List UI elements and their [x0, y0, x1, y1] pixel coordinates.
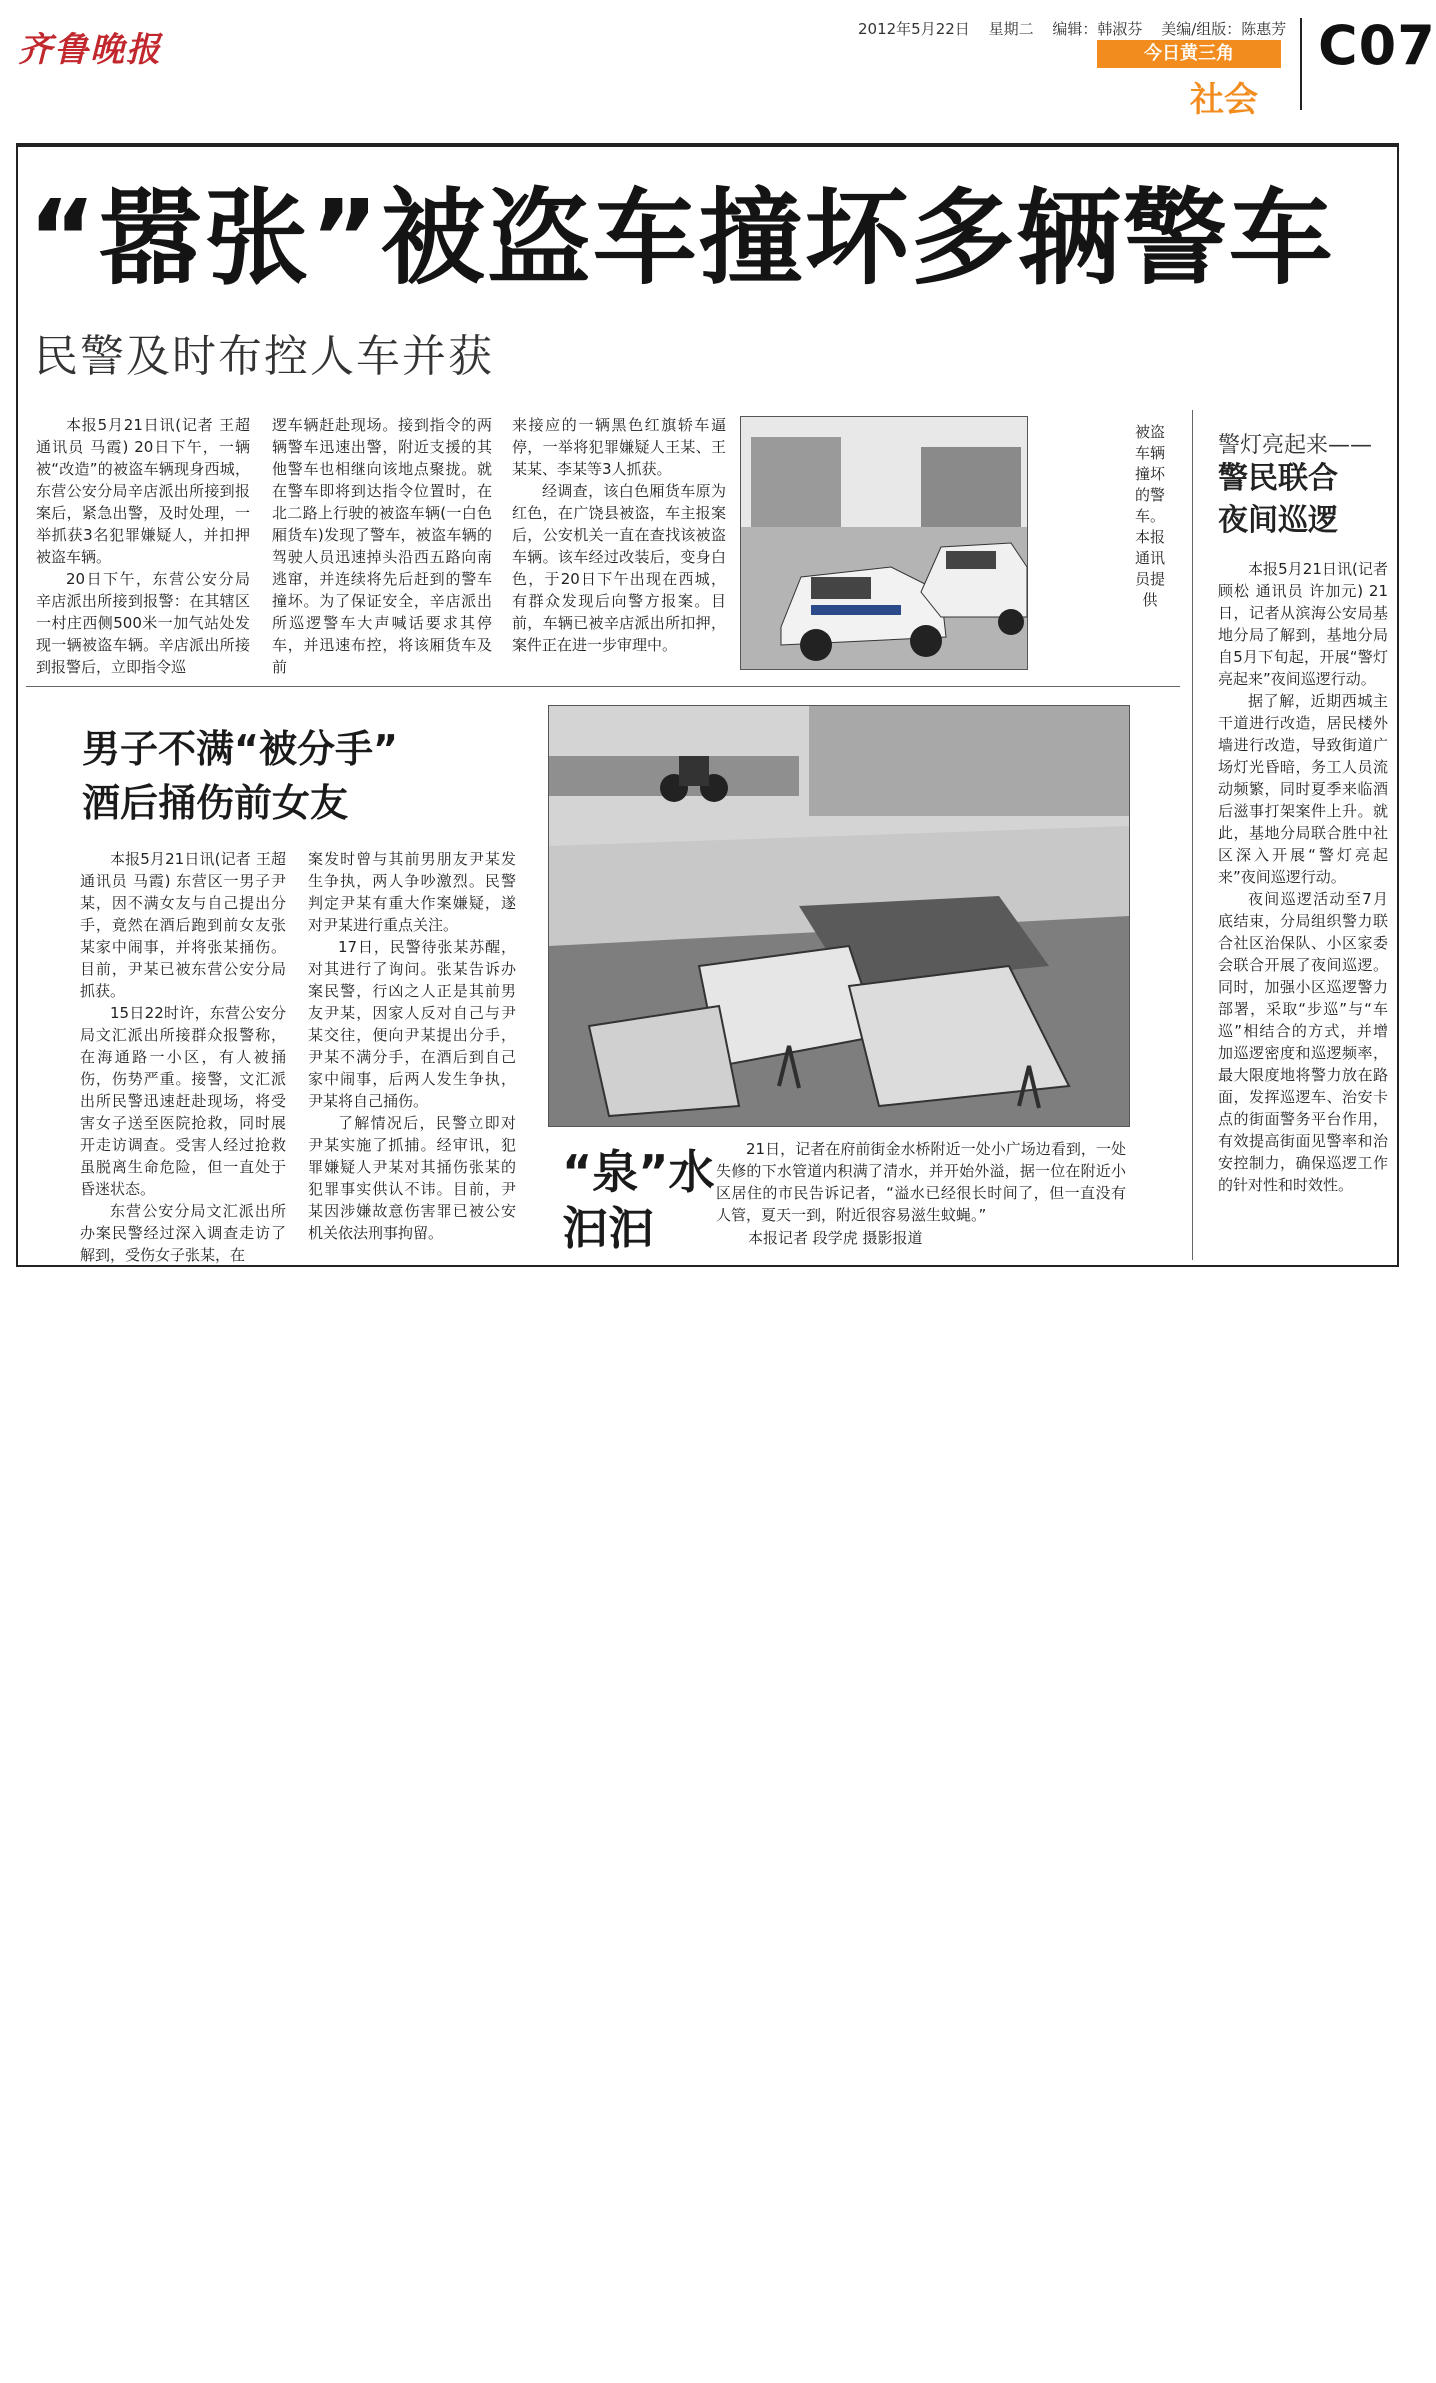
editor-credit: 编辑：韩淑芬: [1052, 20, 1143, 38]
masthead-logo: 齐鲁晚报: [18, 30, 162, 70]
side-headline-line2: 夜间巡逻: [1218, 503, 1338, 538]
frame-top-rule: [16, 143, 1399, 147]
paragraph: 夜间巡逻活动至7月底结束，分局组织警力联合社区治保队、小区家委会联合开展了夜间巡逻。同时，加强小区巡逻警力部署，采取“步巡”与“车巡”相结合的方式，并增加巡逻密度和巡逻频率，最大限度地将警力放在路面，发挥巡逻车、治安卡点的街面警务平台作用，有效提高街面见警率和治安控制力，确保巡逻工作的针对性和时效性。: [1218, 890, 1388, 1194]
side-body: [1218, 558, 1388, 1248]
story2-headline-line2: 酒后捅伤前女友: [82, 781, 349, 825]
main-headline: “嚣张”被盗车撞坏多辆警车: [28, 177, 1335, 299]
photo-story-credit: 本报记者 段学虎 摄影报道: [748, 1229, 923, 1247]
section-rule: [26, 686, 1180, 687]
photo-story-headline-line1: “泉”水: [562, 1145, 715, 1199]
side-column-rule: [1192, 410, 1193, 1260]
issue-weekday: 星期二: [988, 20, 1034, 38]
paragraph: 来接应的一辆黑色红旗轿车逼停，一举将犯罪嫌疑人王某、王某某、李某等3人抓获。: [512, 416, 726, 478]
police-cars-photo: [740, 416, 1028, 670]
police-cars-caption: 被盗车辆撞坏的警车。本报通讯员提供: [1134, 423, 1165, 609]
story2-col2: [308, 848, 516, 1244]
police-cars-image: [741, 417, 1027, 669]
side-kicker: 警灯亮起来——: [1218, 433, 1373, 458]
main-story-col2: [272, 414, 492, 676]
paragraph: 本报5月21日讯(记者 王超 通讯员 马霞) 东营区一男子尹某，因不满女友与自己提出分手，竟然在酒后跑到前女友张某家中闹事，并将张某捅伤。目前，尹某已被东营公安分局抓获。: [80, 850, 286, 1000]
paragraph: 本报5月21日讯(记者 王超 通讯员 马霞) 20日下午，一辆被“改造”的被盗车辆现身西城，东营公安分局辛店派出所接到报案后，紧急出警，及时处理，一举抓获3名犯罪嫌疑人，并扣押被盗车辆。: [36, 416, 250, 566]
header-divider: [1300, 18, 1302, 110]
section-tab: 今日黄三角: [1097, 40, 1281, 68]
paragraph: 经调查，该白色厢货车原为红色，在广饶县被盗，车主报案后，公安机关一直在查找该被盗车辆。该车经过改装后，变身白色，于20日下午出现在西城，有群众发现后向警方报案。目前，车辆已被辛店派出所扣押，案件正在进一步审理中。: [512, 482, 726, 654]
paragraph: 本报5月21日讯(记者 顾松 通讯员 许加元) 21日，记者从滨海公安局基地分局了解到，基地分局自5月下旬起，开展“警灯亮起来”夜间巡逻行动。: [1218, 560, 1388, 688]
main-story-col1: [36, 414, 250, 676]
water-overflow-image: [549, 706, 1129, 1126]
main-subhead: 民警及时布控人车并获: [34, 331, 494, 382]
water-overflow-photo: [548, 705, 1130, 1127]
header-meta: [858, 18, 1300, 39]
paragraph: 逻车辆赶赴现场。接到指令的两辆警车迅速出警，附近支援的其他警车也相继向该地点聚拢。就在警车即将到达指令位置时，在北二路上行驶的被盗车辆(一白色厢货车)发现了警车，被盗车辆的驾驶人员迅速掉头沿西五路向南逃窜，并连续将先后赶到的警车撞坏。为了保证安全，辛店派出所巡逻警车大声喊话要求其停车，并迅速布控，将该厢货车及前: [272, 416, 492, 676]
paragraph: 东营公安分局文汇派出所办案民警经过深入调查走访了解到，受伤女子张某，在: [80, 1202, 286, 1264]
paragraph: 了解情况后，民警立即对尹某实施了抓捕。经审讯，犯罪嫌疑人尹某对其捅伤张某的犯罪事实供认不讳。目前，尹某因涉嫌故意伤害罪已被公安机关依法刑事拘留。: [308, 1114, 516, 1242]
side-headline-line1: 警民联合: [1218, 461, 1338, 496]
paragraph: 案发时曾与其前男朋友尹某发生争执，两人争吵激烈。民警判定尹某有重大作案嫌疑，遂对尹某进行重点关注。: [308, 850, 516, 934]
paragraph: 17日，民警待张某苏醒，对其进行了询问。张某告诉办案民警，行凶之人正是其前男友尹某，因家人反对自己与尹某交往，便向尹某提出分手，尹某不满分手，在酒后到自己家中闹事，后两人发生争执，尹某将自己捅伤。: [308, 938, 516, 1110]
paragraph: 据了解，近期西城主干道进行改造，居民楼外墙进行改造，导致街道广场灯光昏暗，务工人员流动频繁，同时夏季来临酒后滋事打架案件上升。就此，基地分局联合胜中社区深入开展“警灯亮起来”夜间巡逻行动。: [1218, 692, 1388, 886]
main-story-col3: [512, 414, 726, 666]
paragraph: 15日22时许，东营公安分局文汇派出所接群众报警称，在海通路一小区，有人被捅伤，伤势严重。接警，文汇派出所民警迅速赶赴现场，将受害女子送至医院抢救，同时展开走访调查。受害人经过抢救虽脱离生命危险，但一直处于昏迷状态。: [80, 1004, 286, 1198]
photo-story-headline-line2: 汩汩: [562, 1201, 654, 1255]
designer-credit: 美编/组版：陈惠芳: [1161, 20, 1287, 38]
story2-col1: [80, 848, 286, 1264]
photo-story-caption: 21日，记者在府前街金水桥附近一处小广场边看到，一处失修的下水管道内积满了清水，并开始外溢，据一位在附近小区居住的市民告诉记者，“溢水已经很长时间了，但一直没有人管，夏天一到，附近很容易滋生蚊蝇。”: [716, 1140, 1126, 1224]
issue-date: 2012年5月22日: [858, 20, 970, 38]
paragraph: 20日下午，东营公安分局辛店派出所接到报警：在其辖区一村庄西侧500米一加气站处发现一辆被盗车辆。辛店派出所接到报警后，立即指令巡: [36, 570, 250, 676]
page-number: C07: [1318, 14, 1436, 77]
story2-headline-line1: 男子不满“被分手”: [82, 727, 398, 771]
section-name: 社会: [1190, 80, 1258, 120]
